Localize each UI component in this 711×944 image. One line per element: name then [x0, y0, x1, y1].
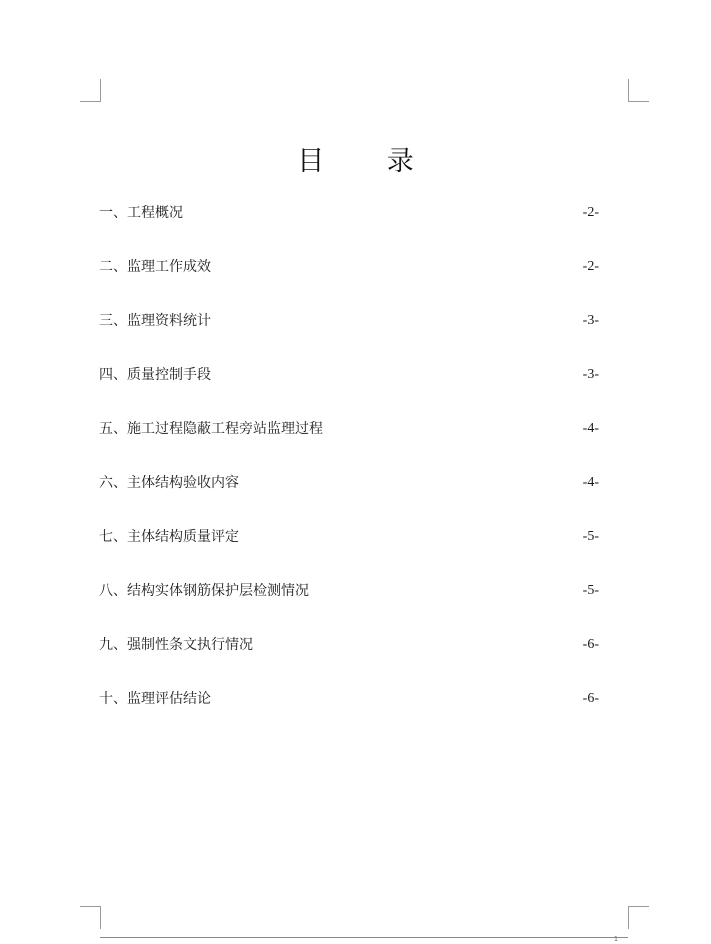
- toc-entry[interactable]: [99, 202, 599, 256]
- toc-entry-label: 八、结构实体钢筋保护层检测情况: [99, 583, 309, 599]
- toc-entry[interactable]: [99, 256, 599, 310]
- toc-entry-page: -6-: [582, 691, 599, 706]
- toc-entry[interactable]: [99, 310, 599, 364]
- toc-entry-page: -3-: [582, 313, 599, 328]
- toc-entry[interactable]: [99, 472, 599, 526]
- toc-title: 目 录: [297, 146, 441, 177]
- toc-entry[interactable]: [99, 526, 599, 580]
- toc-entry-label: 一、工程概况: [99, 205, 183, 221]
- toc-entry-label: 七、主体结构质量评定: [99, 529, 239, 545]
- toc-entry-page: -6-: [582, 637, 599, 652]
- crop-mark-top-right: [628, 79, 649, 102]
- toc-entry-label: 十、监理评估结论: [99, 691, 211, 707]
- footer-page-number: 1: [614, 936, 618, 943]
- toc-entry-label: 三、监理资料统计: [99, 313, 211, 329]
- crop-mark-top-left: [80, 79, 101, 102]
- toc-entry-page: -4-: [582, 475, 599, 490]
- toc-entry-label: 六、主体结构验收内容: [99, 475, 239, 491]
- toc-entry-label: 五、施工过程隐蔽工程旁站监理过程: [99, 421, 323, 437]
- toc-entry-page: -4-: [582, 421, 599, 436]
- footer-rule: [100, 937, 628, 938]
- toc-entry-page: -3-: [582, 367, 599, 382]
- toc-entry[interactable]: [99, 688, 599, 742]
- toc-entry-label: 二、监理工作成效: [99, 259, 211, 275]
- crop-mark-bottom-left: [80, 906, 101, 929]
- toc-entry[interactable]: [99, 580, 599, 634]
- toc-entry-page: -2-: [582, 205, 599, 220]
- toc-entry-page: -5-: [582, 529, 599, 544]
- table-of-contents: [99, 202, 599, 742]
- crop-mark-bottom-right: [628, 906, 649, 929]
- toc-entry[interactable]: [99, 364, 599, 418]
- toc-entry-label: 四、质量控制手段: [99, 367, 211, 383]
- toc-entry-page: -2-: [582, 259, 599, 274]
- toc-entry-label: 九、强制性条文执行情况: [99, 637, 253, 653]
- toc-entry-page: -5-: [582, 583, 599, 598]
- toc-entry[interactable]: [99, 634, 599, 688]
- toc-entry[interactable]: [99, 418, 599, 472]
